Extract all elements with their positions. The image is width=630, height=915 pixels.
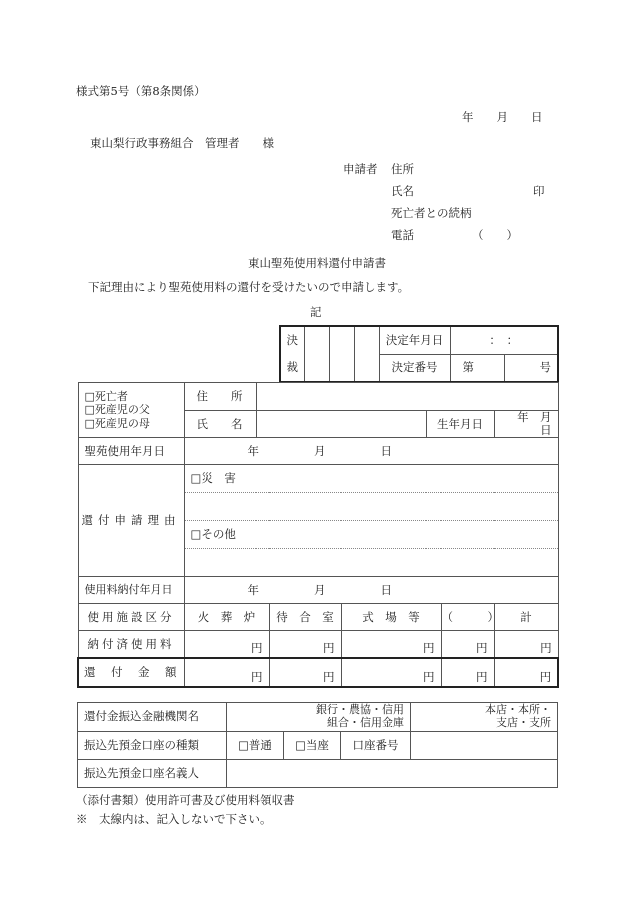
account-ordinary-option[interactable]: □普通 xyxy=(227,732,284,760)
stamp-cell-1 xyxy=(304,326,329,382)
kessai-char-1: 決 xyxy=(280,326,304,354)
bank-types-line2: 組合・信用金庫 xyxy=(327,716,405,729)
paid-total-yen[interactable]: 円 xyxy=(494,631,558,658)
decision-number-label: 決定番号 xyxy=(379,354,450,382)
bank-table xyxy=(77,702,558,788)
birth-date-label: 生年月日 xyxy=(426,411,494,438)
decision-time: ： ： xyxy=(450,326,558,354)
pay-date-year: 年 xyxy=(247,582,259,597)
decision-gou: 号 xyxy=(504,354,558,382)
bank-types-line1: 銀行・農協・信用 xyxy=(316,703,405,717)
refund-total-yen: 円 xyxy=(494,658,558,687)
account-current-option[interactable]: □当座 xyxy=(284,732,341,760)
bank-institution-field[interactable] xyxy=(227,703,411,732)
applicant-phone-label: 電話 xyxy=(391,228,414,242)
bank-branch-line1: 本店・本所・ xyxy=(485,703,552,717)
thick-line-note: ※ 太線内は、記入しないで下さい。 xyxy=(76,812,272,826)
applicant-address-label: 住所 xyxy=(391,162,414,176)
reason-disaster-option[interactable]: □災 害 xyxy=(184,465,558,493)
bank-branch-line2: 支店・支所 xyxy=(496,716,552,729)
use-date-label: 聖苑使用年月日 xyxy=(78,438,184,465)
deceased-name-label: 氏 名 xyxy=(184,411,256,438)
document-title: 東山聖苑使用料還付申請書 xyxy=(248,256,386,270)
use-date-month: 月 xyxy=(314,443,326,458)
refund-other-yen: 円 xyxy=(441,658,494,687)
facility-label: 使用施設区分 xyxy=(78,604,184,631)
account-number-field[interactable] xyxy=(411,732,558,760)
stillbirth-mother-option[interactable]: □死産児の母 xyxy=(84,417,150,431)
phone-parentheses: （ ） xyxy=(472,228,518,242)
refund-hall-yen: 円 xyxy=(341,658,441,687)
facility-hall: 式 場 等 xyxy=(341,604,441,631)
date-line: 年 月 日 xyxy=(462,110,543,124)
main-form-table xyxy=(77,382,564,688)
applicant-relation-label: 死亡者との続柄 xyxy=(391,206,472,220)
ki-mark: 記 xyxy=(310,305,322,319)
deceased-name-field[interactable] xyxy=(256,411,426,438)
intro-text: 下記理由により聖苑使用料の還付を受けたいので申請します。 xyxy=(88,280,410,294)
seal-mark: 印 xyxy=(533,184,545,198)
paid-other-yen[interactable]: 円 xyxy=(441,631,494,658)
refund-waiting-yen: 円 xyxy=(269,658,341,687)
account-type-label: 振込先預金口座の種類 xyxy=(78,732,227,760)
applicant-label: 申請者 xyxy=(343,162,378,176)
reason-other-detail[interactable] xyxy=(184,549,558,577)
birth-date-field[interactable]: 年 月 日 xyxy=(494,411,558,438)
stillbirth-father-option[interactable]: □死産児の父 xyxy=(84,403,150,417)
attachments-note: （添付書類）使用許可書及び使用料領収書 xyxy=(76,793,295,807)
deceased-address-label: 住 所 xyxy=(184,383,256,411)
paid-hall-yen[interactable]: 円 xyxy=(341,631,441,658)
kessai-char-2: 裁 xyxy=(280,354,304,382)
reason-disaster-detail[interactable] xyxy=(184,493,558,521)
deceased-option[interactable]: □死亡者 xyxy=(84,389,128,403)
use-date-year: 年 xyxy=(247,443,259,458)
decision-table xyxy=(279,325,559,383)
applicant-name-label: 氏名 xyxy=(391,184,414,198)
pay-date-field[interactable] xyxy=(184,577,558,604)
account-holder-label: 振込先預金口座名義人 xyxy=(78,760,227,788)
bank-branch-field[interactable] xyxy=(411,703,558,732)
bank-institution-label: 還付金振込金融機関名 xyxy=(78,703,227,732)
stamp-cell-2 xyxy=(329,326,354,382)
paid-cremation-yen[interactable]: 円 xyxy=(184,631,269,658)
facility-total: 計 xyxy=(494,604,558,631)
form-number: 様式第5号（第8条関係） xyxy=(76,84,206,98)
facility-cremation: 火 葬 炉 xyxy=(184,604,269,631)
account-number-label: 口座番号 xyxy=(341,732,411,760)
deceased-address-field[interactable] xyxy=(256,383,558,411)
facility-other[interactable]: （ ） xyxy=(441,604,494,631)
deceased-type-cell[interactable] xyxy=(78,383,184,438)
use-date-field[interactable] xyxy=(184,438,558,465)
reason-label: 還付申請理由 xyxy=(78,465,184,577)
facility-waiting: 待 合 室 xyxy=(269,604,341,631)
refund-cremation-yen: 円 xyxy=(184,658,269,687)
pay-date-day: 日 xyxy=(380,582,392,597)
pay-date-label: 使用料納付年月日 xyxy=(78,577,184,604)
reason-other-option[interactable]: □その他 xyxy=(184,521,558,549)
stamp-cell-3 xyxy=(354,326,379,382)
decision-date-label: 決定年月日 xyxy=(379,326,450,354)
account-holder-field[interactable] xyxy=(227,760,558,788)
addressee: 東山梨行政事務組合 管理者 様 xyxy=(90,136,274,150)
decision-dai: 第 xyxy=(450,354,504,382)
paid-waiting-yen[interactable]: 円 xyxy=(269,631,341,658)
pay-date-month: 月 xyxy=(314,582,326,597)
refund-label: 還 付 金 額 xyxy=(78,658,184,687)
use-date-day: 日 xyxy=(380,443,392,458)
paid-label: 納付済使用料 xyxy=(78,631,184,658)
